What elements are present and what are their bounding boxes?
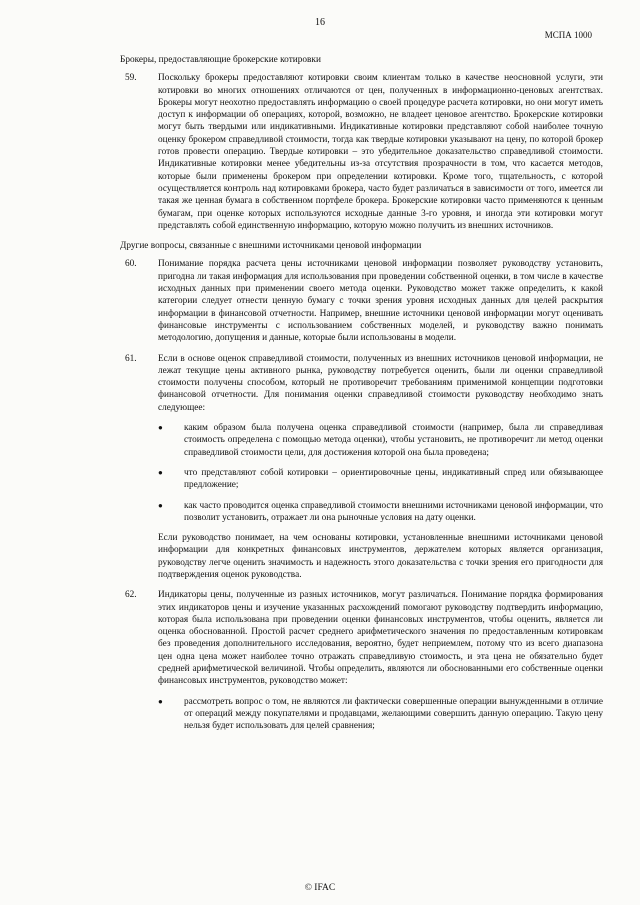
bullet-icon: ● [158,423,163,433]
bullet-item [158,500,603,525]
bullet-list [158,422,603,524]
bullet-text: рассмотреть вопрос о том, не являются ли фактически совершенные операции вынужденными в отличие от операций между покупателями и продавцами, желающими совершить данную операцию. Такую цену нельзя будет использовать для целей сравнения; [184,696,603,732]
paragraph-body [158,353,603,582]
paragraph-text: Если в основе оценок справедливой стоимости, полученных из внешних источников ценовой информации, не лежат текущие цены активного рынка, руководству потребуется оценить, были ли оценки справедливой стоимости получены способом, который не противоречит требованиям применимой концепции подготовки финансовой отчетности. Для понимания оценки справедливой стоимости руководству необходимо знать следующее: [158,353,603,413]
paragraph-number: 60. [125,259,137,270]
paragraph-text: Индикаторы цены, полученные из разных источников, могут различаться. Понимание порядка формирования этих индикаторов цены и изучение указанных расхождений помогают руководству подтвердить информацию, которая была использована при проведении оценки финансовых инструментов, чтобы оценить, является ли оценка обоснованной. Простой расчет среднего арифметического значения по предоставленным котировкам без проведения дополнительного исследования, вероятно, будет неприемлем, потому что из всего диапазона цен одна цена может наиболее точно отражать справедливую стоимость, и эта цена не обязательно будет средней арифметической величиной. Чтобы определить, являются ли обоснованными его собственные оценки финансовых инструментов, руководство может: [158,590,603,687]
paragraph-number: 61. [125,353,137,364]
paragraph-61 [120,353,603,582]
section-heading: Брокеры, предоставляющие брокерские котировки [120,55,321,65]
paragraph-number: 59. [125,73,137,84]
paragraph-closing-text: Если руководство понимает, на чем основаны котировки, установленные внешними источниками ценовой информации для конкретных финансовых инструментов, держателем которых является организация, руководству легче оценить значимость и надежность этого доказательства с точки зрения его пригодности для подтверждения оценок руководства. [158,533,603,580]
bullet-list [158,696,603,733]
paragraph-body [158,258,603,344]
paragraph-59 [120,72,603,232]
page-number: 16 [315,17,325,28]
bullet-text: каким образом была получена оценка справедливой стоимости (например, была ли справедливая стоимость определена с помощью метода оценки), чтобы установить, не противоречит ли метод оценки справедливой стоимости цели, для достижения которой она была проведена; [184,423,603,458]
paragraph-body [158,589,603,740]
section-heading: Другие вопросы, связанные с внешними источниками ценовой информации [120,241,422,252]
bullet-icon: ● [158,696,163,706]
document-code: МСПА 1000 [544,30,592,40]
paragraph-text: Понимание порядка расчета цены источниками ценовой информации позволяет руководству установить, пригодна ли такая информация для использования при проведении собственной оценки, в том числе в качестве исходных данных при применении своего метода оценки. Руководство может также определить, к какой категории следует отнести ценную бумагу с точки зрения уровня исходных данных для целей раскрытия информации в финансовой отчетности. Например, внешние источники ценовой информации могут оценивать финансовые инструменты с использованием собственных моделей, и руководству важно понимать методологию, допущения и данные, которые были использованы в модели. [158,259,603,344]
paragraph-62 [120,589,603,740]
bullet-item [158,696,603,733]
paragraph-text: Поскольку брокеры предоставляют котировки своим клиентам только в качестве неосновной услуги, эти котировки во многих отношениях отличаются от цен, полученных в информационно-ценовых агентствах. Брокеры могут неохотно предоставлять информацию о своей процедуре расчета котировки, но они могут иметь доступ к информации об операциях, которой, возможно, не владеет ценовое агентство. Брокерские котировки могут быть твердыми или индикативными. Индикативные котировки представляют собой наиболее точную оценку брокером справедливой стоимости, тогда как твердые котировки указывают на цену, по которой брокер готов провести операцию. Твердые котировки – это убедительное доказательство справедливой стоимости. Индикативные котировки менее убедительны из-за отсутствия прозрачности в том, что касается методов, которые были применены брокером при определении котировки. Кроме того, тщательность, с которой осуществляется контроль над котировками брокера, часто будет различаться в зависимости от того, имеется ли такая же ценная бумага в собственном портфеле брокера. Брокерские котировки часто применяются к ценным бумагам, при оценке которых используются исходные данные 3-го уровня, и иногда эти котировки могут представлять собой единственную информацию, которую можно получить из внешних источников. [158,73,603,231]
paragraph-number: 62. [125,590,137,601]
bullet-item [158,422,603,459]
bullet-item [158,467,603,492]
bullet-text: что представляют собой котировки – ориентировочные цены, индикативный спред или обязывающее предложение; [184,467,603,491]
bullet-text: как часто проводится оценка справедливой стоимости внешними источниками ценовой информации, что позволит установить, отражает ли она рыночные условия на дату оценки. [184,500,603,523]
copyright-footer: © IFAC [304,883,336,893]
bullet-icon: ● [158,467,163,477]
bullet-icon: ● [158,500,163,510]
paragraph-body [158,72,603,232]
page-content [120,54,603,749]
paragraph-60 [120,258,603,344]
